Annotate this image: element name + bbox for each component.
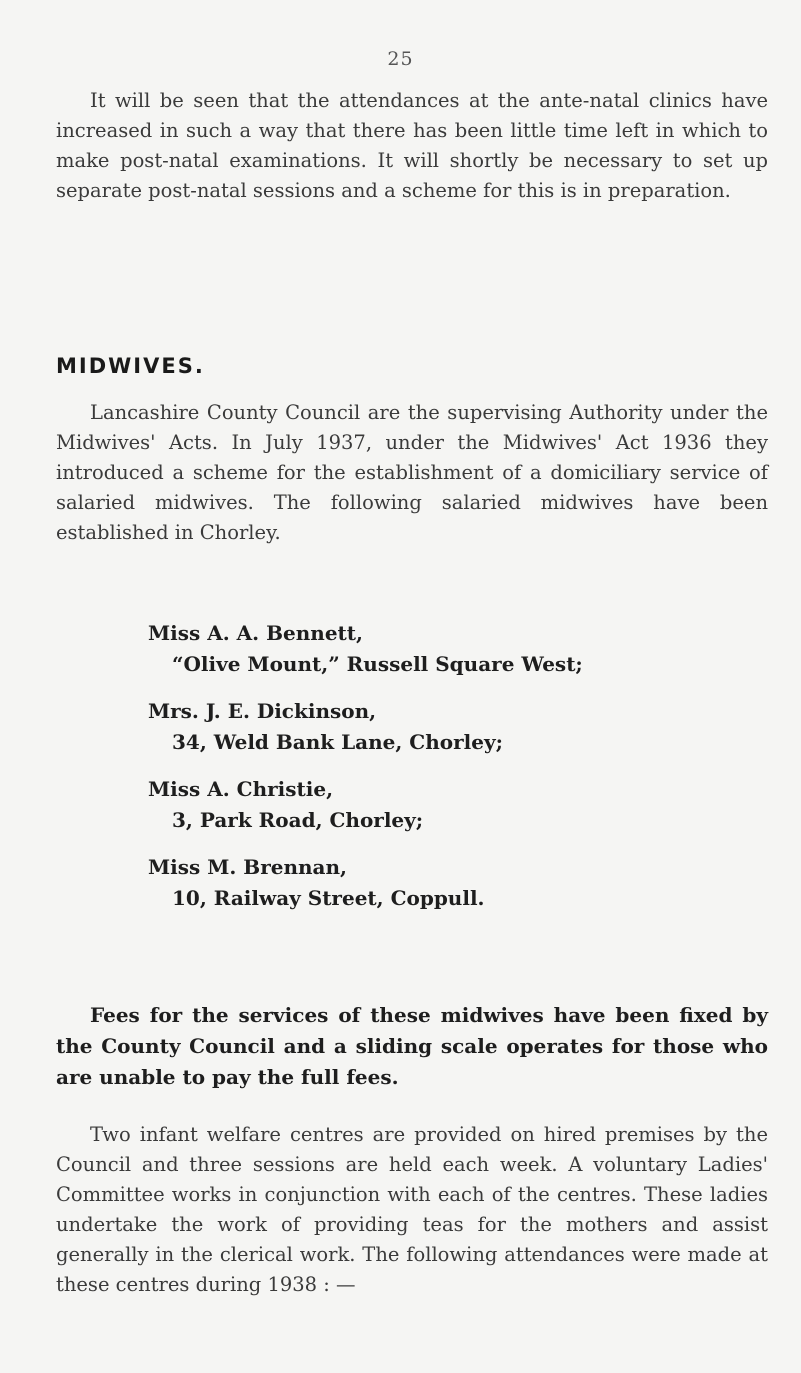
midwife-name: Mrs. J. E. Dickinson, bbox=[148, 699, 377, 723]
midwives-address-list bbox=[148, 618, 768, 930]
section-heading-midwives: MIDWIVES. bbox=[56, 354, 205, 378]
midwife-name: Miss A. A. Bennett, bbox=[148, 621, 363, 645]
midwife-name: Miss M. Brennan, bbox=[148, 855, 347, 879]
midwife-entry bbox=[148, 774, 768, 836]
midwife-entry bbox=[148, 852, 768, 914]
midwife-address: “Olive Mount,” Russell Square West; bbox=[172, 652, 583, 676]
page-number: 25 bbox=[387, 48, 414, 70]
midwife-address: 3, Park Road, Chorley; bbox=[172, 808, 424, 832]
midwives-paragraph: Lancashire County Council are the supervising Authority under the Midwives' Acts. In July 1937, under the Midwives' Act 1936 they introduced a scheme for the establishment of a domiciliary service of salaried midwives. The following salaried midwives have been established in Chorley. bbox=[56, 401, 768, 544]
welfare-centres-paragraph: Two infant welfare centres are provided on hired premises by the Council and three sessions are held each week. A voluntary Ladies' Committee works in conjunction with each of the centres. These ladies undertake the work of providing teas for the mothers and assist generally in the clerical work. The following attendances were made at these centres during 1938 : — bbox=[56, 1123, 768, 1296]
intro-paragraph: It will be seen that the attendances at the ante-natal clinics have increased in such a way that there has been little time left in which to make post-natal examinations. It will shortly be necessary to set up separate post-natal sessions and a scheme for this is in preparation. bbox=[56, 89, 768, 202]
midwife-address: 34, Weld Bank Lane, Chorley; bbox=[172, 730, 503, 754]
midwife-entry bbox=[148, 618, 768, 680]
midwife-name: Miss A. Christie, bbox=[148, 777, 334, 801]
midwife-address: 10, Railway Street, Coppull. bbox=[172, 886, 485, 910]
fees-paragraph: Fees for the services of these midwives have been fixed by the County Council and a sliding scale operates for those who are unable to pay the full fees. bbox=[56, 1003, 768, 1089]
midwife-entry bbox=[148, 696, 768, 758]
